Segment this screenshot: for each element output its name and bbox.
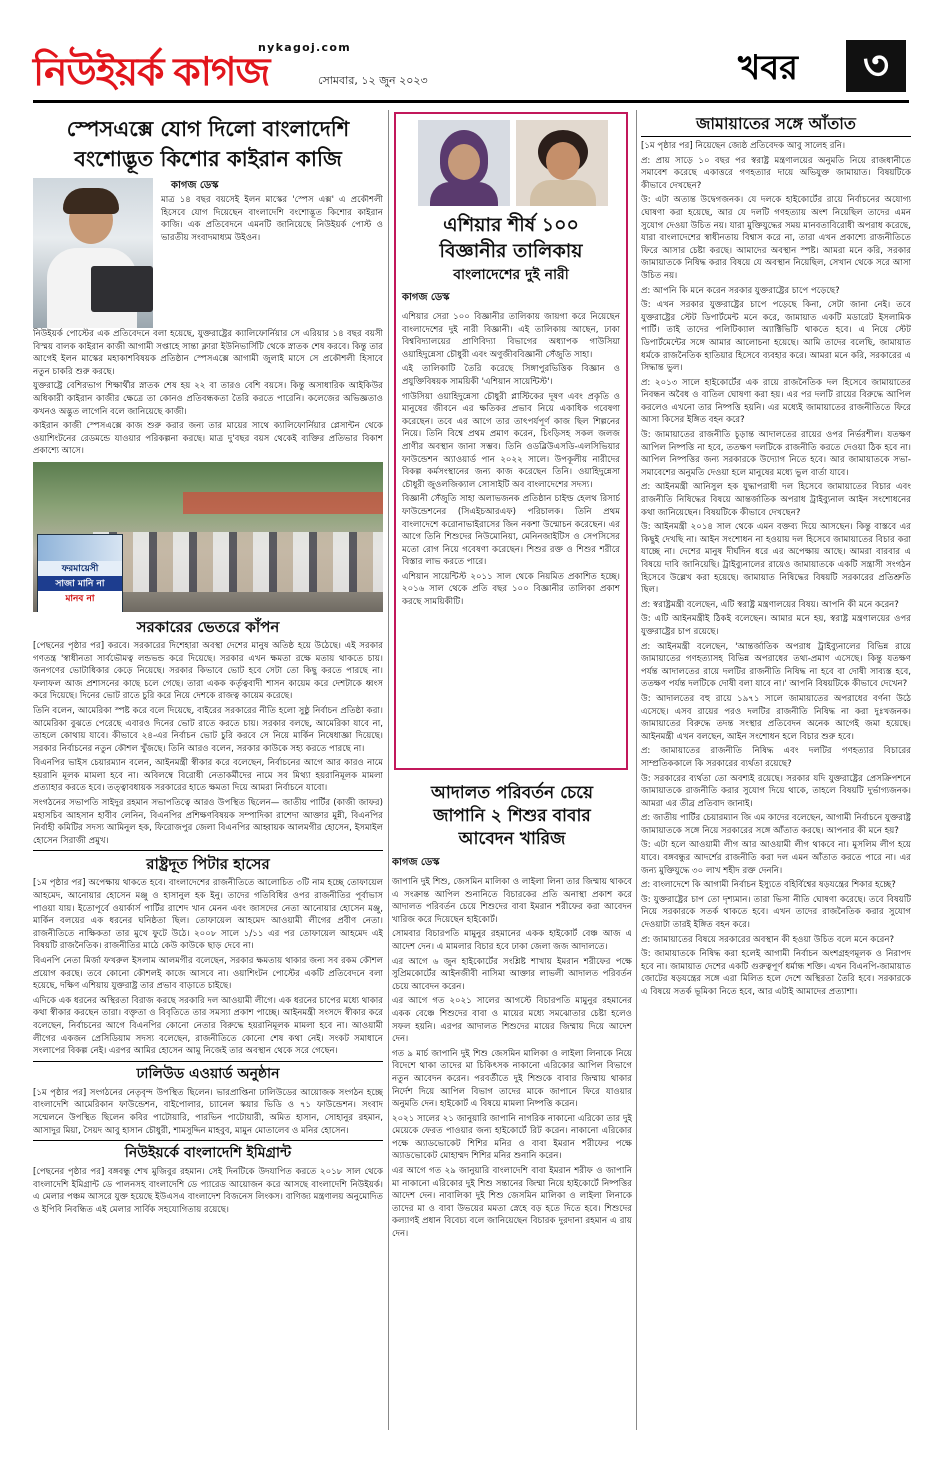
right-column [641, 112, 911, 1434]
jamaat-p18: প্র: বাংলাদেশে কি আগামী নির্বাচন ইস্যুতে বহির্বিশ্বের ষড়যন্ত্রের শিকার হচ্ছে? [641, 880, 896, 891]
jamaat-p11: উ: এটি আইনমন্ত্রীই ঠিকই বলেছেন। আমার মনে হয়, স্বরাষ্ট্র মন্ত্রণালয়ের ওপর যুক্তরাষ্ট্রের চাপ রয়েছে। [641, 614, 911, 637]
japan-p7: এর আগে গত ২৯ জানুয়ারি বাংলাদেশি বাবা ইমরান শরীফ ও জাপানি মা নাকানো এরিকোর দুই শিশু সন্তানের জিম্মা নিয়ে হাইকোর্টে নিষ্পত্তির আদেশ দেন। নাবালিকা দুই শিশু জেসমিন মালিকা ও লাইলা লিনাকে তাদের মা ও বাবা উভয়ের মমতা স্নেহে বড় হতে দিতে হবে। শিশুদের কল্যাণই প্রধান বিবেচ্য বলে জানিয়েছেন বিচারক দুরদানা রহমান এ রায় দেন। [392, 1166, 632, 1240]
scientist-photo-2 [516, 120, 608, 206]
section-label: খবর [738, 48, 798, 88]
dhaliwood-p1: [১ম পৃষ্ঠার পর] সংগঠনের নেতৃবৃন্দ উপস্থিত ছিলেন। ভারপ্রাপ্তিনা ঢালিউডের আয়োজক সংগঠন হচ্ছে বাংলাদেশি আমেরিকান ফাউন্ডেশন, বাইপোলার, চ্যানেল স্কয়ার ভিডি ও ৭১ ফাউন্ডেশন। সংবাদ সম্মেলনে উপস্থিত ছিলেন কবির পাটোয়ারি, পারভিন পাটোয়ারী, অমিত হাসান, সোহানুর রহমান, আসাদুর মিয়া, সৈয়দ আবু হাসান চৌধুরী, শামসুদ্দিন মাহবুব, মামুন মোতালেব ও মনির হোসেন। [33, 1087, 383, 1136]
jamaat-p17: উ: এটা হলে আওয়ামী লীগ আর আওয়ামী লীগ থাকবে না। মুসলিম লীগ হয়ে যাবে। বঙ্গবন্ধুর আদর্শের রাজনীতি করা দল এমন আঁতাত করতে পারে না। এর জন্য মুক্তিযুদ্ধে ৩০ লাখ শহীদ রক্ত দেননি। [641, 840, 911, 876]
masthead [0, 0, 945, 104]
japan-p4: এর আগে গত ২০২১ সালের আগস্টে বিচারপতি মামুনুর রহমানের একক বেঞ্চে শিশুদের বাবা ও মায়ের মধ্যে সমঝোতার চেষ্টা হলেও সফল হয়নি। এরপর আদালত শিশুদের মায়ের জিম্মায় দিয়ে আদেশ দেন। [392, 996, 632, 1045]
immigrant-p1: [পেছনের পৃষ্ঠার পর] বঙ্গবন্ধু শেখ মুজিবুর রহমান। সেই দিনটিকে উদযাপিত করতে ২০১৮ সাল থেকে বাংলাদেশি ইমিগ্রান্ট ডে পালনসহ বাংলাদেশি ডে প্যারেড আয়োজন করে আসছে বাংলাদেশি নিউইয়র্ক। এ মেলার পঞ্চম আসরে যুক্ত হয়েছে ইউএসএ বাংলাদেশ বিজনেস লিংকস। বাণিজ্য মন্ত্রণালয় অনুমোদিত ও ইপিবি নিবন্ধিত এই মেলার সার্বিক সহযোগিতায় রয়েছে। [33, 1167, 383, 1215]
left-column [33, 108, 383, 1428]
peter-p3: এদিকে এক ধরনের অস্থিরতা বিরাজ করছে সরকারি দল আওয়ামী লীগে। এক ধরনের চাপের মধ্যে থাকার কথা স্বীকার করছেন তারা। বক্তৃতা ও বিবৃতিতে তার সমস্যা প্রকাশ পাচ্ছে। আইনমন্ত্রী সংসদে স্বীকার করে বলেছেন, নির্বাচনের আগে বিএনপির কোনো নেতার বিরুদ্ধে হয়রানিমূলক মামলা হবে না। আওয়ামী লীগের একজন প্রেসিডিয়াম সদস্য বলেছেন, রাজনীতিতে কোনো শেষ কথা নেই। সংকট সমাধানে সংলাপের বিকল্প নেই। এরপর আমির হোসেন আমু নিজেই তার অবস্থান থেকে সরে গেছেন। [33, 995, 383, 1057]
dhaliwood-headline: ঢালিউড এওয়ার্ড অনুষ্ঠান [136, 1065, 280, 1082]
protest-banner [37, 534, 123, 612]
masthead-rule [33, 100, 909, 103]
jamaat-p1: [১ম পৃষ্ঠার পর] নিয়েছেন জ্যেষ্ঠ প্রতিবেদক আবু সালেহ রনি। [641, 141, 846, 151]
scientists-headline-1: এশিয়ার শীর্ষ ১০০ [443, 214, 579, 236]
peter-headline: রাষ্ট্রদূত পিটার হাসের [146, 855, 270, 874]
peter-p2: বিএনপি নেতা মির্জা ফখরুল ইসলাম আলমগীর বলেছেন, সরকার ক্ষমতায় থাকার জন্য সব রকম কৌশল প্রয়োগ করছে। তবে কোনো কৌশলই কাজে আসবে না। ওয়াশিংটন পোস্টের একটি প্রতিবেদনে বলা হয়েছে, দক্ষিণ এশিয়ায় যুক্তরাষ্ট্র তার প্রভাব বাড়াতে চাইছে। [33, 956, 383, 992]
scientists-p1: এশিয়ার সেরা ১০০ বিজ্ঞানীর তালিকায় জায়গা করে নিয়েছেন বাংলাদেশের দুই নারী বিজ্ঞানী। এই তালিকায় আছেন, ঢাকা বিশ্ববিদ্যালয়ের প্রাণিবিদ্যা বিভাগের অধ্যাপক গাউসিয়া ওয়াহিদুন্নেসা চৌধুরী এবং অণুজীববিজ্ঞানী সেঁজুতি সাহা। [402, 312, 620, 360]
jamaat-p2: প্র: প্রায় সাড়ে ১০ বছর পর স্বরাষ্ট্র মন্ত্রণালয়ের অনুমতি নিয়ে রাজধানীতে সমাবেশ করেছে একাত্তরে গণহত্যার দায়ে অভিযুক্ত জামায়াত। বিষয়টিকে কীভাবে দেখছেন? [641, 155, 911, 191]
immigrant-headline: নিউইয়র্কে বাংলাদেশি ইমিগ্রান্ট [124, 1145, 292, 1162]
spacex-p3: যুক্তরাষ্ট্রে বেশিরভাগ শিক্ষার্থীর স্নাতক শেষ হয় ২২ বা তারও বেশি বয়সে। কিন্তু অসাধারিক আইকিউর অধিকারী কাইরান কাজীর ক্ষেত্রে তা কোনও প্রতিবন্ধকতা তৈরি করতে পারেনি। কলেজের অভিজ্ঞতাও কখনও অদ্ভুত লাগেনি বলে জানিয়েছে কাজী। [33, 381, 383, 417]
middle-column [392, 112, 632, 1432]
jamaat-p19: উ: যুক্তরাষ্ট্রের চাপ তো দৃশ্যমান। তারা ভিসা নীতি ঘোষণা করেছে। তবে বিষয়টি নিয়ে সরকারকে সতর্ক থাকতে হবে। এখন তাদের রাজনৈতিক করার সুযোগ দেওয়াটা তারই ইঙ্গিত বহন করে। [641, 894, 911, 931]
sorkar-p1: [পেছনের পৃষ্ঠার পর] করবে। সরকারের দিশেহারা অবস্থা দেশের মানুষ অতিষ্ঠ হয়ে উঠেছে। এই সরকার গণতন্ত্র 'স্বাধীনতা সার্বভৌমত্ব লন্ডভন্ড করে দিয়েছে। সরকার এখন ক্ষমতা রক্ষে মতায় থাকতে চায়। জনগণের ভোটাধিকার কেড়ে নিয়েছে। সরকার কিভাবে ভোট হবে সেটা তো কিছু করতে পারছে না। ফলাফল আজ প্রশাসনের কাছে চলে গেছে। তারা একক কর্তৃত্ববাদী শাসন কায়েম করে দেশটাকে ধ্বংস করে দিয়েছে। দিনের ভোট রাতে চুরি করে নিয়ে দেশকে রাজত্ব কায়েম করেছে। [33, 640, 383, 702]
peter-article [33, 850, 383, 1057]
logo-part-1: নিউইয়র্ক [33, 50, 164, 95]
sorkar-article [33, 616, 383, 848]
japan-p5: গত ৯ মার্চ জাপানি দুই শিশু জেসমিন মালিকা ও লাইলা লিনাকে নিয়ে বিদেশে থাকা তাদের মা চিকিৎসক নাকানো এরিকোর আপিল বিভাগে নতুন আবেদন করেন। পরবর্তীতে দুই শিশুকে বাবার জিম্মায় থাকার নির্দেশ দিয়ে আপিল বিভাগ তাদের মাকে জাপানে ফিরে যাওয়ার অনুমতি দেন। হাইকোর্ট এ বিষয়ে মামলা নিষ্পত্তি করেন। [392, 1048, 632, 1110]
spacex-byline: কাগজ ডেস্ক [171, 180, 219, 191]
banner-line-1: ফরমায়েসী [38, 561, 122, 576]
jamaat-p5: উ: এখন সরকার যুক্তরাষ্ট্রের চাপে পড়েছে কিনা, সেটা জানা নেই। তবে যুক্তরাষ্ট্রের স্টেট ডিপার্টমেন্ট মনে করে, জামায়াত একটি মডারেট ইসলামিক পার্টি। তাই তাদের পলিটিক্যাল অ্যাক্টিভিটি থাকতে হবে। এ নিয়ে স্টেট ডিপার্টমেন্টের সঙ্গে আমার আলোচনা হয়েছে। আমি তাদের বলেছি, জামায়াত ধর্মকে রাজনৈতিক হাতিয়ার হিসেবে ব্যবহার করে। আমরা মনে করি, সরকারের এ সিদ্ধান্ত ভুল। [641, 300, 911, 374]
japan-byline: কাগজ ডেস্ক [392, 857, 440, 868]
jamaat-p8: প্র: আইনমন্ত্রী আনিসুল হক যুদ্ধাপরাধী দল হিসেবে জামায়াতের বিচার এবং রাজনীতি নিষিদ্ধের বিষয়ে আন্তর্জাতিক অপরাধ ট্রাইব্যুনাল আইন সংশোধনের কথা জানিয়েছেন। বিষয়টিকে কীভাবে দেখছেন? [641, 482, 911, 518]
spacex-headline: স্পেসএক্সে যোগ দিলো বাংলাদেশি বংশোদ্ভূত কিশোর কাইরান কাজি [66, 116, 350, 171]
jamaat-p16: প্র: জাতীয় পার্টির চেয়ারম্যান জি এম কাদের বলেছেন, আগামী নির্বাচনে যুক্তরাষ্ট্র জামায়াতকে সঙ্গে নিয়ে সরকারের সঙ্গে আঁতাত করছে। আপনার কী মনে হয়? [641, 813, 911, 836]
scientists-p5: এশিয়ান সায়েন্টিস্ট ২০১১ সাল থেকে নিয়মিত প্রকাশিত হচ্ছে। ২০১৬ সাল থেকে প্রতি বছর ১০০ বিজ্ঞানীর তালিকা প্রকাশ করছে সাময়িকীটি। [402, 571, 620, 608]
sorkar-headline: সরকারের ভেতরে কাঁপন [136, 617, 280, 636]
jamaat-p14: প্র: জামায়াতের রাজনীতি নিষিদ্ধ এবং দলটির গণহত্যার বিচারের সাম্প্রতিককালে কি সরকারের ব্যর্থতা রয়েছে? [641, 746, 911, 769]
sorkar-p3: বিএনপির ভাইস চেয়ারম্যান বলেন, আইনমন্ত্রী স্বীকার করে বলেছেন, নির্বাচনের আগে আর কারও নামে হয়রানি মূলক মামলা হবে না। অবিলম্বে বিরোধী নেতাকর্মীদের নামে সব মিথ্যা হয়রানিমূলক মামলা প্রত্যাহার করতে হবে। তত্ত্বাবধায়ক সরকারের হাতে ক্ষমতা দিয়ে আমরা নির্বাচনে যাবো। [33, 758, 383, 794]
scientists-p3: গাউসিয়া ওয়াহিদুন্নেসা চৌধুরী প্লাস্টিকের দূষণ এবং প্রকৃতি ও মানুষের জীবনে এর ক্ষতিকর প্রভাব নিয়ে একাধিক গবেষণা করেছেন। তবে এর আগে তার তাৎপর্যপূর্ণ কাজ ছিল শিল্পনের নিয়ে। তিনি বিশ্বে প্রথম প্রমাণ করেন, চিংড়িসহ সকল জলজ প্রাণীর অবস্থান জানা সম্ভব। তিনি ওডব্লিউএসডি-এলসিভিয়ার ফাউন্ডেশন অ্যাওয়ার্ড পান ২০২২ সালে। উপকূলীয় নারীদের বিকল্প কর্মসংস্থানের জন্য কাজ করেছেন তিনি। ওয়াহিদুন্নেসা চৌধুরী জুওলজিক্যাল সোসাইটি অব বাংলাদেশের সদস্য। [402, 391, 620, 490]
jamaat-p10: প্র: স্বরাষ্ট্রমন্ত্রী বলেছেন, এটি স্বরাষ্ট্র মন্ত্রণালয়ের বিষয়। আপনি কী মনে করেন? [641, 599, 899, 610]
japan-article [392, 782, 632, 1241]
scientists-p4: বিজ্ঞানী সেঁজুতি সাহা অলাভজনক প্রতিষ্ঠান চাইল্ড হেলথ রিসার্চ ফাউন্ডেশনের (সিএইচআরএফ) পরিচালক। তিনি প্রথম বাংলাদেশে করোনাভাইরাসের জিন নকশা উন্মোচন করেছেন। এর আগে তিনি শিশুদের নিউমোনিয়া, মেনিনজাইটিস ও সেপসিসের মতো রোগ নিয়ে গবেষণা করেছেন। শিশুর রক্ত ও শিশুর শরীরে বিস্তার লাভ করতে পারে। [402, 494, 620, 568]
scientists-headline-3: বাংলাদেশের দুই নারী [453, 267, 569, 283]
jamaat-p21: উ: জামায়াতকে নিষিদ্ধ করা হলেই আগামী নির্বাচন অংশগ্রহণমূলক ও নিরাপদ হবে না। জামায়াত দেশের একটি গুরুত্বপূর্ণ ধর্মান্ধ শক্তি। এখন বিএনপি-জামায়াত জোটের ষড়যন্ত্রের সঙ্গে এরা মিলিত হলে দেশে অস্থিরতা তৈরি হবে। সরকারকে এ বিষয়ে সতর্ক ভূমিকা নিতে হবে, আর এটাই আমাদের প্রত্যাশা। [641, 949, 911, 997]
issue-date: সোমবার, ১২ জুন ২০২৩ [318, 74, 428, 87]
japan-p6: ২০২১ সালের ২১ জানুয়ারি জাপানি নাগরিক নাকানো এরিকো তার দুই মেয়েকে ফেরত পাওয়ার জন্য হাইকোর্টে রিট করেন। নাকানো এরিকোর পক্ষে অ্যাডভোকেট শিশির মনির ও বাবা ইমরান শরীফের পক্ষে অ্যাডভোকেট মোহাম্মদ শিশির মনির শুনানি করেন। [392, 1113, 632, 1162]
kairan-photo [33, 178, 153, 328]
immigrant-article [33, 1140, 383, 1216]
jamaat-p7: উ: জামায়াতের রাজনীতি চূড়ান্ত আদালতের রায়ের ওপর নির্ভরশীল। যতক্ষণ আপিল নিষ্পত্তি না হবে, ততক্ষণ দলটিকে রাজনীতি করতে দেওয়া ঠিক হবে না। আপিল নিষ্পত্তির জন্য সরকারকে উদ্যোগ নিতে হবে। আর জামায়াতকে সভা-সমাবেশের অনুমতি দেওয়া হলে মানুষের মধ্যে ভুল বার্তা যাবে। [641, 430, 911, 478]
protest-photo [33, 462, 383, 612]
dhaliwood-article [33, 1061, 383, 1137]
peter-p1: [১ম পৃষ্ঠার পর] অপেক্ষায় থাকতে হবে। বাংলাদেশের রাজনীতিতে আলোচিত ৩টি নাম হচ্ছে তোফায়েল আহমেদ, আনোয়ার হোসেন মঞ্জু ও হাসানুল হক ইনু। তাদের গতিবিধির ওপর রাজনীতির পূর্বাভাস পাওয়া যায়। ইতোপূর্বে ওয়ার্কার্স পার্টির রাশেদ খান মেনন এবং জাসদের নেতা আনোয়ার হোসেন মঞ্জু, মার্কিন বলয়ের এক ধরনের ঘনিষ্ঠতা ছিল। তোফায়েল আহমেদ আওয়ামী লীগের প্রবীণ নেতা। রাজনীতিতে নাক্ষিকতা তার মুখে ফুটে উঠে। ২০০৮ সালে ১/১১ এর পর তোফায়েল আহমেদ এই বিষয়টি রাজনৈতিক। রাজনীতির মাঠে কেউ কাউকে ছাড় দেবে না। [33, 878, 383, 952]
spacex-p4: কাইরান কাজী স্পেসএক্সে কাজ শুরু করার জন্য তার মায়ের সাথে ক্যালিফোর্নিয়ার প্লেসান্টন থেকে ওয়াশিংটনের রেডমন্ডে যাওয়ার পরিকল্পনা করছে। মাত্র দু'বছর বয়স থেকেই ব্যক্তির প্রতিভার বিকাশ প্রকাশ্যে আসে। [33, 421, 383, 457]
sorkar-p4: সংগঠনের সভাপতি সাইদুর রহমান সভাপতিত্বে আরও উপস্থিত ছিলেন— জাতীয় পার্টির (কাজী জাফর) মহাসচিব আহসান হাবীব লেনিন, বিএনপির প্রশিক্ষণবিষয়ক সম্পাদিকা রাশেদা আক্তার মুন্নী, বিএনপির নির্বাহী কমিটির সদস্য আমিনুল হক, ফিরোজপুর জেলা বিএনপির আহ্বায়ক আলমগীর হোসেন, ইসমাইল হোসেন সিরাজী প্রমুখ। [33, 798, 383, 846]
column-divider-2 [636, 110, 637, 1430]
spacex-p1: মাত্র ১৪ বছর বয়সেই ইলন মাস্কের 'স্পেস এক্স' এ প্রকৌশলী হিসেবে যোগ দিয়েছেন বাংলাদেশি বংশোদ্ভূত কিশোর কাইরান কাজি। এক প্রতিবেদনে এমনটি জানিয়েছে নিউইয়র্ক পোস্ট ও ভারতীয় সংবাদমাধ্যম উইওন। [161, 195, 383, 243]
jamaat-p15: উ: সরকারের ব্যর্থতা তো অবশ্যই রয়েছে। সরকার যদি যুক্তরাষ্ট্রের প্রেসক্রিপশনে জামায়াতকে রাজনীতি করার সুযোগ দিয়ে থাকে, তাহলে বিষয়টি দুর্ভাগ্যজনক। আমরা এর তীব্র প্রতিবাদ জানাই। [641, 773, 911, 809]
japan-headline-3: আবেদন খারিজ [458, 829, 566, 849]
jamaat-p12: প্র: আইনমন্ত্রী বলেছেন, 'আন্তর্জাতিক অপরাধ ট্রাইব্যুনালের বিভিন্ন রায়ে জামায়াতের গণহত্যাসহ বিভিন্ন অপরাধের তথ্য-প্রমাণ এসেছে। কিন্তু যতক্ষণ পর্যন্ত আদালতের রায়ে দলটির রাজনীতি নিষিদ্ধ না হবে বা দোষী সাব্যস্ত হবে, ততক্ষণ পর্যন্ত দলটিকে দোষী বলা যাবে না।' আপনি বিষয়টিকে কীভাবে দেখেন? [641, 641, 911, 690]
scientists-p2: এই তালিকাটি তৈরি করেছে সিঙ্গাপুরভিত্তিক বিজ্ঞান ও প্রযুক্তিবিষয়ক সাময়িকী 'এশিয়ান সায়েন্টিস্ট'। [402, 364, 620, 387]
japan-p1: জাপানি দুই শিশু, জেসমিন মালিকা ও লাইলা লিনা তার জিম্মায় থাকবে এ সংক্রান্ত আপিল শুনানিতে বিচারকের প্রতি অনাস্থা প্রকাশ করে আদালত পরিবর্তন চেয়ে শিশুদের বাবা ইমরান শরীফের করা আবেদন খারিজ করে দিয়েছেন হাইকোর্ট। [392, 877, 632, 925]
spacex-article [33, 108, 383, 458]
jamaat-headline: জামায়াতের সঙ্গে আঁতাত [641, 112, 911, 137]
scientists-byline: কাগজ ডেস্ক [402, 292, 450, 303]
japan-headline-2: জাপানি ২ শিশুর বাবার [433, 806, 591, 826]
scientist-photo-1 [418, 120, 510, 206]
scientists-headline-2: বিজ্ঞানীর তালিকায় [439, 240, 583, 262]
sorkar-p2: তিনি বলেন, আমেরিকা স্পষ্ট করে বলে দিয়েছে, বাইরের সরকারের নীতি হলো সুষ্ঠু নির্বাচন প্রতিষ্ঠা করা। আমেরিকা বুঝতে পেরেছে এবারও দিনের ভোট রাতে করতে চায়। সরকার বলছে, আমেরিকা যাবে না, তাহলে কোথায় যাবে। কীভাবে ২৪-এর নির্বাচন ভোট চুরি করবে সে নিয়ে মার্কিন নিষেধাজ্ঞা দিয়েছে। সরকার নির্বাচনের নতুন কৌশল খুঁজছে। তিনি আরও বলেন, সরকার কাউকে সহ্য করতে পারছে না। [33, 705, 383, 754]
japan-p3: এর আগে ৬ জুন হাইকোর্টের সংশ্লিষ্ট শাখায় ইমরান শরীফের পক্ষে সুপ্রিমকোর্টের আইনজীবী নাসিমা আক্তার লাভলী আদালত পরিবর্তন চেয়ে আবেদন করেন। [392, 956, 632, 992]
japan-p2: সোমবার বিচারপতি মামুনুর রহমানের একক হাইকোর্ট বেঞ্চ আজ এ আদেশ দেন। এ মামলার বিচার হবে ঢাকা জেলা জজ আদালতে। [392, 929, 632, 952]
column-divider-1 [388, 110, 389, 1430]
japan-headline-1: আদালত পরিবর্তন চেয়ে [431, 783, 593, 803]
scientists-box [394, 112, 628, 770]
jamaat-p3: উ: এটা অত্যন্ত উদ্বেগজনক। যে দলকে হাইকোর্টের রায়ে নির্বাচনের অযোগ্য ঘোষণা করা হয়েছে, আর যে দলটি গণহত্যায় অংশ নিয়েছিল তাদের এমন সুযোগ দেওয়া উচিত নয়। যারা মুক্তিযুদ্ধের সময় মানবতাবিরোধী অপরাধ করেছে, যারা বাংলাদেশের স্বাধীনতায় বিশ্বাস করে না, তারা এখন প্রকাশ্যে রাজনীতিতে ফিরে আসার চেষ্টা করছে। আমাদের অবস্থান স্পষ্ট। আমরা মনে করি, সরকার জামায়াতকে নিষিদ্ধ করার বিষয়ে যে অবস্থান নিয়েছিল, সেখান থেকে সরে আসা উচিত নয়। [641, 195, 911, 281]
jamaat-p6: প্র: ২০১৩ সালে হাইকোর্টের এক রায়ে রাজনৈতিক দল হিসেবে জামায়াতের নিবন্ধন অবৈধ ও বাতিল ঘোষণা করা হয়। এর পর দলটি রায়ের বিরুদ্ধে আপিল করলেও এখনো তার নিষ্পত্তি হয়নি। এর মধ্যেই জামায়াতের রাজনীতিতে ফিরে আসা কিসের ইঙ্গিত বহন করে? [641, 377, 911, 426]
spacex-p2: নিউইয়র্ক পোস্টের এক প্রতিবেদনে বলা হয়েছে, যুক্তরাষ্ট্রের ক্যালিফোর্নিয়ার সে এরিয়ার ১৪ বছর বয়সী বিস্ময় বালক কাইরান কাজী আগামী সপ্তাহে সান্তা ক্লারা ইউনিভার্সিটি থেকে স্নাতক শেষ করবে। কিন্তু তার আগেই ইলন মাস্কের মহাকাশবিষয়ক প্রতিষ্ঠান স্পেসএক্সে আগামী জুলাই মাসে সে প্রকৌশলী হিসাবে নতুন চাকরি শুরু করছে। [33, 329, 383, 377]
banner-line-3: মানব না [65, 593, 95, 604]
jamaat-p4: প্র: আপনি কি মনে করেন সরকার যুক্তরাষ্ট্রের চাপে পড়েছে? [641, 285, 840, 296]
page-number-box [846, 40, 906, 92]
logo-part-2: কাগজ [173, 50, 270, 95]
jamaat-p20: প্র: জামায়াতের বিষয়ে সরকারের অবস্থান কী হওয়া উচিত বলে মনে করেন? [641, 934, 895, 945]
page-number: ৩ [862, 42, 889, 89]
banner-line-2: সাজা মানি না [38, 576, 122, 591]
logo [33, 42, 269, 94]
jamaat-p13: উ: আদালতের বহু রায়ে ১৯৭১ সালে জামায়াতের অপরাধের বর্ণনা উঠে এসেছে। এসব রায়ের পরও দলটির রাজনীতি নিষিদ্ধ না করা দুঃখজনক। জামায়াতের বিরুদ্ধে তদন্ত সংস্থার প্রতিবেদন অনেক আগেই জমা হয়েছে। আইনমন্ত্রী এখন বলছেন, আইন সংশোধন হলে বিচার শুরু হবে। [641, 693, 911, 742]
jamaat-p9: উ: আইনমন্ত্রী ২০১৪ সাল থেকে এমন বক্তব্য দিয়ে আসছেন। কিন্তু বাস্তবে এর কিছুই দেখছি না। আইন সংশোধন না হওয়ায় দল হিসেবে জামায়াতের বিচার করা যাচ্ছে না। দেশের মানুষ দীর্ঘদিন ধরে এর অপেক্ষায় আছে। আমরা বারবার এ বিষয়ে দাবি জানিয়েছি। ট্রাইব্যুনালের রায়েও জামায়াতকে একটি সন্ত্রাসী সংগঠন হিসেবে উল্লেখ করা হয়েছে। জামায়াত নিষিদ্ধের বিষয়টি সরকারের প্রতিশ্রুতি ছিল। [641, 522, 911, 596]
website: nykagoj.com [258, 41, 351, 54]
